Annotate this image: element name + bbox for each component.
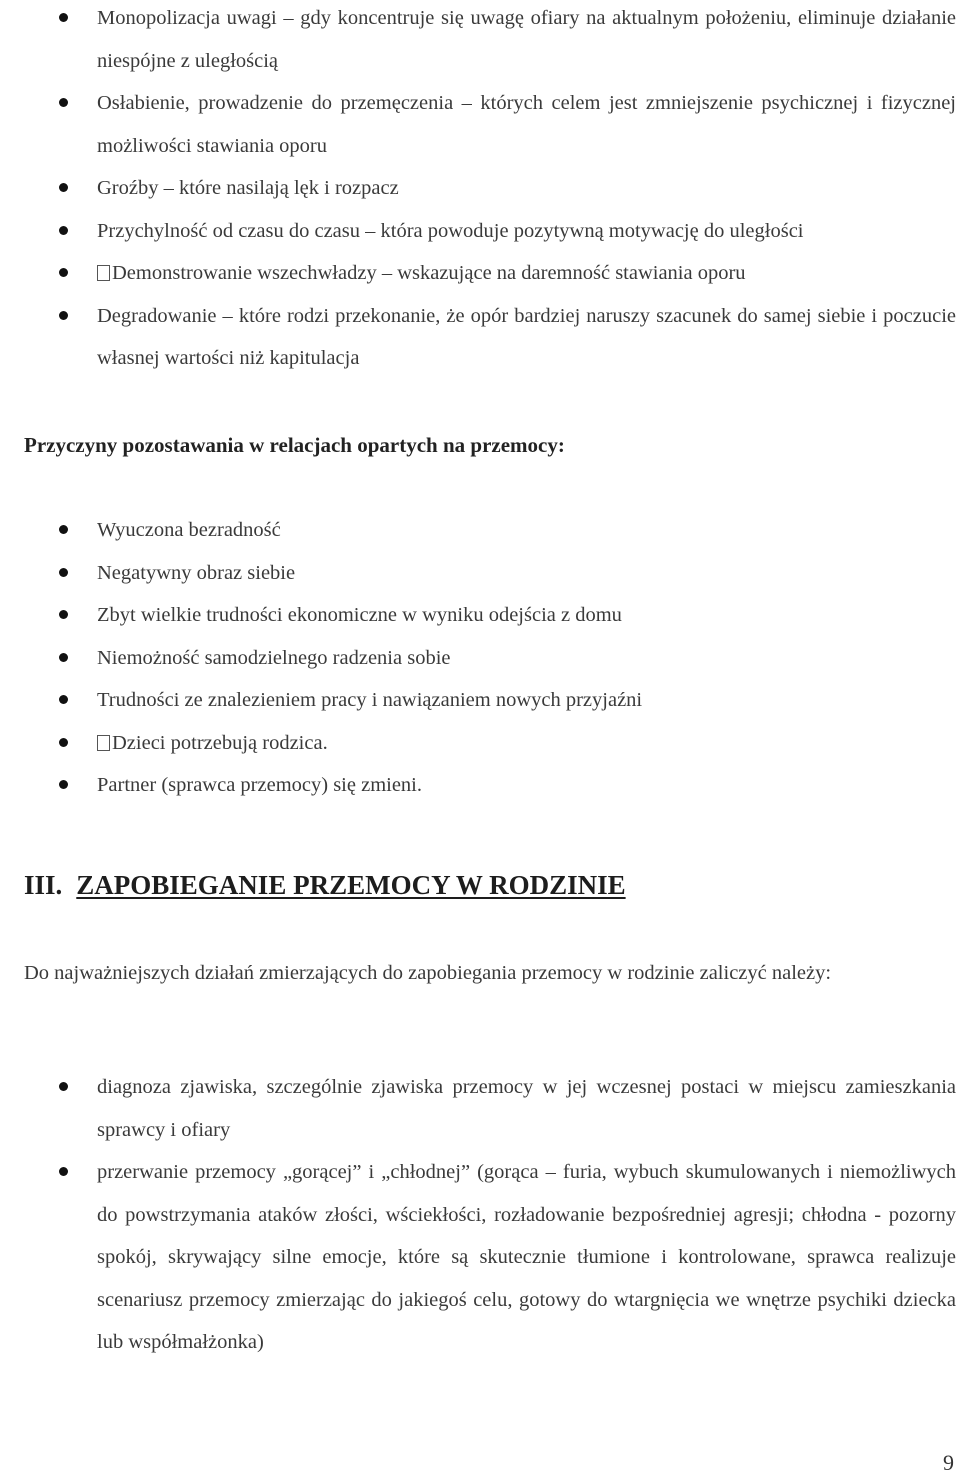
section-number: III.: [24, 870, 63, 900]
list-item: [0, 679, 960, 722]
list-item-text: Osłabienie, prowadzenie do przemęczenia – których celem jest zmniejszenie psychicznej i fizycznej możliwości stawiania oporu: [97, 92, 956, 157]
subsection-heading: Przyczyny pozostawania w relacjach opartych na przemocy:: [24, 433, 565, 457]
list-item: [0, 552, 960, 595]
missing-glyph-box-icon: [97, 735, 110, 751]
section-heading: [24, 863, 626, 907]
list-item: [0, 637, 960, 680]
list-item-text: Zbyt wielkie trudności ekonomiczne w wyniku odejścia z domu: [97, 604, 622, 626]
list-item-text: Negatywny obraz siebie: [97, 561, 296, 584]
list-item: [0, 1066, 960, 1151]
list-item: [0, 0, 960, 82]
list-item-text: Monopolizacja uwagi – gdy koncentruje się uwagę ofiary na aktualnym położeniu, eliminuje działanie niespójne z uległością: [97, 7, 956, 72]
list-item: [0, 764, 960, 807]
intro-paragraph: Do najważniejszych działań zmierzających do zapobiegania przemocy w rodzinie zaliczyć należy:: [24, 962, 832, 984]
manipulation-methods-list: [0, 0, 960, 380]
list-item-text: Wyuczona bezradność: [97, 519, 281, 541]
missing-glyph-box-icon: [97, 265, 110, 281]
list-item: [0, 295, 960, 380]
list-item-text: przerwanie przemocy „gorącej” i „chłodnej” (gorąca – furia, wybuch skumulowanych i niemożliwych do powstrzymania ataków złości, wściekłości, rozładowanie bezpośredniej agresji; chłodna - pozorny spokój, skrywający silne emocje, które są skutecznie tłumione i kontrolowane, sprawca realizuje scenariusz przemocy zmierzając do jakiegoś celu, gotowy do wtargnięcia we wnętrze psychiki dziecka lub współmałżonka): [97, 1161, 956, 1353]
section-title: ZAPOBIEGANIE PRZEMOCY W RODZINIE: [76, 870, 626, 900]
list-item: [0, 1151, 960, 1364]
list-item: [0, 167, 960, 210]
list-item: [0, 594, 960, 637]
causes-list: [0, 509, 960, 807]
list-item: [0, 509, 960, 552]
list-item: [0, 722, 960, 765]
list-item-text: Dzieci potrzebują rodzica.: [112, 731, 328, 754]
list-item: [0, 82, 960, 167]
list-item-text: Partner (sprawca przemocy) się zmieni.: [97, 774, 423, 796]
list-item-text: Niemożność samodzielnego radzenia sobie: [97, 646, 451, 669]
list-item-text: Trudności ze znalezieniem pracy i nawiązaniem nowych przyjaźni: [97, 689, 643, 711]
list-item-text: Groźby – które nasilają lęk i rozpacz: [97, 177, 399, 199]
list-item-text: Degradowanie – które rodzi przekonanie, że opór bardziej naruszy szacunek do samej siebie i poczucie własnej wartości niż kapitulacja: [97, 304, 956, 369]
list-item-text: diagnoza zjawiska, szczególnie zjawiska przemocy w jej wczesnej postaci w miejscu zamieszkania sprawcy i ofiary: [97, 1076, 956, 1141]
page-number: 9: [943, 1450, 954, 1475]
list-item: [0, 210, 960, 253]
prevention-actions-list: [0, 1066, 960, 1364]
list-item-text: Przychylność od czasu do czasu – która powoduje pozytywną motywację do uległości: [97, 219, 804, 242]
list-item-text: Demonstrowanie wszechwładzy – wskazujące na daremność stawiania oporu: [112, 262, 746, 284]
list-item: [0, 252, 960, 295]
